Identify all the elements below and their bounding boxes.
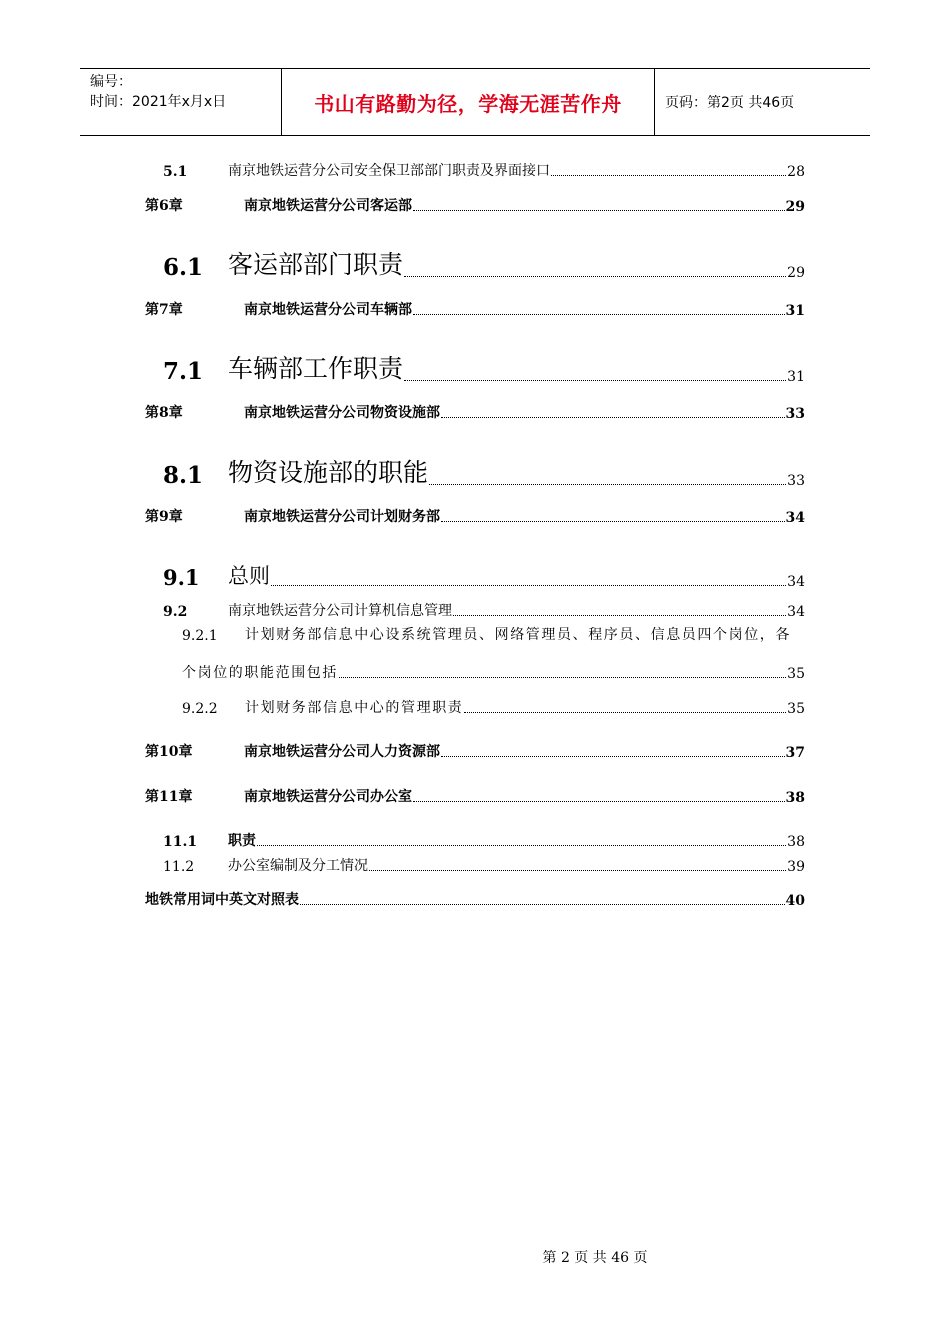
toc-entry[interactable] xyxy=(163,160,805,180)
toc-page: 34 xyxy=(787,574,805,590)
time-label: 时间：2021年x月x日 xyxy=(90,94,227,110)
toc-leader xyxy=(441,520,785,522)
toc-title: 个岗位的职能范围包括 xyxy=(182,665,338,681)
toc-leader xyxy=(404,379,786,381)
toc-entry[interactable] xyxy=(145,786,805,806)
toc-leader xyxy=(413,800,785,802)
toc-entry[interactable] xyxy=(145,402,805,422)
toc-title: 计划财务部信息中心设系统管理员、网络管理员、程序员、信息员四个岗位，各 xyxy=(245,627,791,643)
toc-leader xyxy=(257,844,786,846)
toc-page: 34 xyxy=(787,604,805,620)
toc-leader xyxy=(300,903,785,905)
toc-leader xyxy=(441,416,785,418)
toc-title: 南京地铁运营分公司客运部 xyxy=(244,198,412,214)
toc-number: 第6章 xyxy=(145,198,183,214)
toc-title: 南京地铁运营分公司计划财务部 xyxy=(244,509,440,525)
toc-number: 6.1 xyxy=(163,254,204,281)
toc-leader xyxy=(369,869,786,871)
toc-number: 7.1 xyxy=(163,358,204,385)
toc-title: 总则 xyxy=(228,564,270,588)
toc-title: 南京地铁运营分公司物资设施部 xyxy=(244,405,440,421)
toc-title: 地铁常用词中英文对照表 xyxy=(145,892,299,908)
toc-title: 南京地铁运营分公司人力资源部 xyxy=(244,744,440,760)
toc-title: 办公室编制及分工情况 xyxy=(228,858,368,874)
toc-title: 客运部部门职责 xyxy=(228,250,404,279)
toc-page: 33 xyxy=(787,473,805,489)
toc-entry[interactable] xyxy=(163,245,805,281)
toc-leader xyxy=(413,313,785,315)
toc-leader xyxy=(271,584,786,586)
toc-number: 5.1 xyxy=(163,164,188,180)
toc-title: 南京地铁运营分公司计算机信息管理 xyxy=(228,603,452,619)
toc-number: 9.2 xyxy=(163,604,188,620)
toc-number: 第8章 xyxy=(145,405,183,421)
toc-entry[interactable] xyxy=(145,889,805,909)
toc-number: 11.2 xyxy=(163,859,195,875)
toc-entry[interactable] xyxy=(163,349,805,385)
header-meta xyxy=(80,69,282,135)
toc-page: 40 xyxy=(785,893,805,909)
toc-entry[interactable] xyxy=(145,299,805,319)
toc-entry[interactable] xyxy=(182,697,805,717)
toc-number: 9.2.2 xyxy=(182,701,218,717)
toc-number: 9.1 xyxy=(163,565,200,590)
toc-leader xyxy=(453,614,786,616)
toc-title: 南京地铁运营分公司车辆部 xyxy=(244,302,412,318)
header-motto-cell xyxy=(282,69,655,135)
toc-page: 31 xyxy=(785,303,805,319)
toc-page: 31 xyxy=(787,369,805,385)
toc-leader xyxy=(551,174,786,176)
header-motto: 书山有路勤为径，学海无涯苦作舟 xyxy=(314,91,622,116)
toc-page: 33 xyxy=(785,406,805,422)
toc-leader xyxy=(441,755,785,757)
toc-entry-continued[interactable] xyxy=(182,662,805,682)
toc-entry[interactable] xyxy=(163,560,805,590)
toc-title: 物资设施部的职能 xyxy=(228,458,429,487)
toc-entry[interactable] xyxy=(145,506,805,526)
toc-title: 车辆部工作职责 xyxy=(228,354,404,383)
toc-entry[interactable] xyxy=(145,195,805,215)
toc-number: 第7章 xyxy=(145,302,183,318)
toc-leader xyxy=(404,275,786,277)
toc-page: 35 xyxy=(787,701,805,717)
toc-entry[interactable] xyxy=(145,741,805,761)
page-footer xyxy=(0,1247,950,1267)
toc-page: 38 xyxy=(785,790,805,806)
code-label: 编号： xyxy=(90,74,132,90)
toc-page: 28 xyxy=(787,164,805,180)
toc-number: 第10章 xyxy=(145,744,193,760)
toc-title: 职责 xyxy=(228,833,256,849)
toc-entry[interactable] xyxy=(163,855,805,875)
toc-number: 8.1 xyxy=(163,462,204,489)
toc-page: 38 xyxy=(787,834,805,850)
toc-page: 35 xyxy=(787,666,805,682)
toc-title: 计划财务部信息中心的管理职责 xyxy=(245,700,464,716)
toc-number: 第9章 xyxy=(145,509,183,525)
toc-page: 37 xyxy=(785,745,805,761)
toc-page: 29 xyxy=(785,199,805,215)
page-header xyxy=(80,68,870,136)
toc-title: 南京地铁运营分公司安全保卫部部门职责及界面接口 xyxy=(228,163,550,179)
toc-entry[interactable] xyxy=(163,600,805,620)
toc-title: 南京地铁运营分公司办公室 xyxy=(244,789,412,805)
page-info-text: 页码：第2页 共46页 xyxy=(665,95,795,111)
footer-page-number: 第 2 页 共 46 页 xyxy=(542,1250,648,1266)
toc-entry[interactable] xyxy=(163,453,805,489)
toc-number: 9.2.1 xyxy=(182,628,218,644)
toc-page: 29 xyxy=(787,265,805,281)
toc-number: 第11章 xyxy=(145,789,193,805)
toc-leader xyxy=(339,676,786,678)
toc-page: 39 xyxy=(787,859,805,875)
header-page-info xyxy=(655,69,870,135)
toc-number: 11.1 xyxy=(163,834,198,850)
toc-leader xyxy=(413,209,785,211)
toc-page: 34 xyxy=(785,510,805,526)
toc-leader xyxy=(464,711,786,713)
toc-entry[interactable] xyxy=(182,624,805,644)
toc-leader xyxy=(429,483,786,485)
toc-entry[interactable] xyxy=(163,830,805,850)
